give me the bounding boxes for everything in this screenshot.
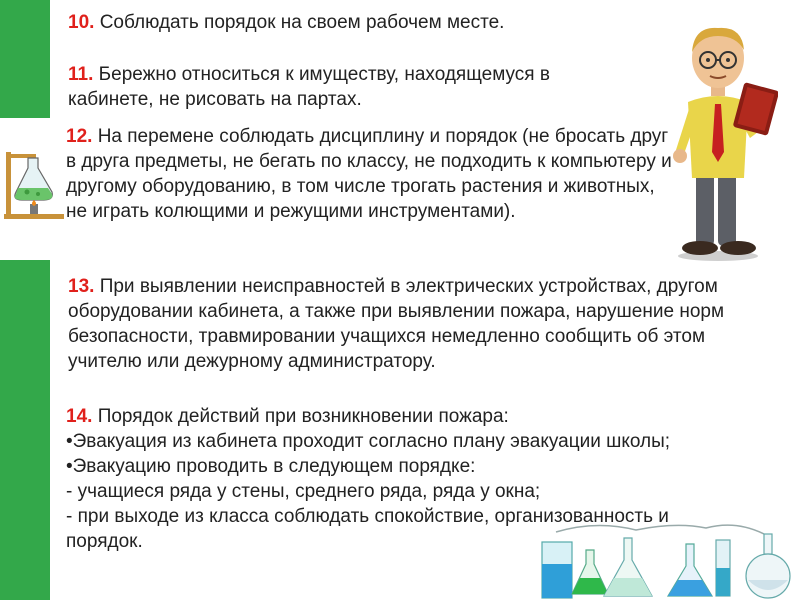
rule-12 (66, 124, 678, 224)
rule-10 (68, 10, 628, 35)
teacher-figure-icon (658, 22, 778, 262)
rule-line: •Эвакуацию проводить в следующем порядке: (66, 456, 476, 477)
rule-text: Бережно относиться к имуществу, находящемуся в кабинете, не рисовать на партах. (68, 64, 550, 110)
rule-number: 13. (68, 276, 95, 297)
lab-burner-flask-icon (0, 148, 68, 222)
rule-number: 11. (68, 64, 94, 85)
rule-line: - при выходе из класса соблюдать спокойствие, организованность и порядок. (66, 506, 669, 552)
rule-number: 10. (68, 12, 95, 33)
rule-number: 14. (66, 406, 93, 427)
rule-text: При выявлении неисправностей в электрических устройствах, другом оборудовании кабинета, а также при выявлении пожара, нарушение норм безопасности, травмировании учащихся немедленно сообщить об этом учителю или дежурному администратору. (68, 276, 725, 372)
green-side-bar-top (0, 0, 50, 118)
rule-number: 12. (66, 126, 93, 147)
lab-glassware-icon (536, 520, 798, 600)
rule-text: Соблюдать порядок на своем рабочем месте. (99, 12, 505, 33)
rule-13 (68, 274, 758, 374)
rule-line: •Эвакуация из кабинета проходит согласно плану эвакуации школы; (66, 431, 671, 452)
rule-text: На перемене соблюдать дисциплину и порядок (не бросать друг в друга предметы, не бегать по классу, не подходить к компьютеру и другому оборудованию, в том числе трогать растения и животных, не играть колющими и режущими инструментами). (66, 126, 672, 222)
green-side-bar-bottom (0, 260, 50, 600)
rule-11 (68, 62, 628, 112)
rule-line: - учащиеся ряда у стены, среднего ряда, ряда у окна; (66, 481, 541, 502)
rule-text: Порядок действий при возникновении пожара: (97, 406, 509, 427)
